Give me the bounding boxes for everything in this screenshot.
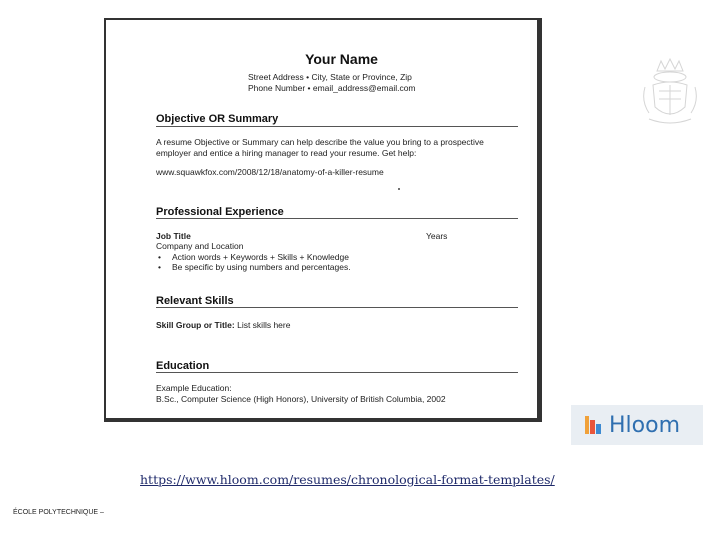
stray-mark (398, 188, 400, 190)
crest-watermark-icon (639, 57, 701, 129)
company-location: Company and Location (156, 241, 244, 251)
education-heading: Education (156, 360, 210, 372)
section-divider (156, 307, 518, 308)
section-divider (156, 126, 518, 127)
section-divider (156, 218, 518, 219)
objective-link: www.squawkfox.com/2008/12/18/anatomy-of-a-killer-resume (156, 167, 384, 177)
experience-heading: Professional Experience (156, 206, 284, 218)
resume-template-image (104, 18, 542, 422)
skills-line: Skill Group or Title: List skills here (156, 320, 291, 330)
source-link[interactable]: https://www.hloom.com/resumes/chronological-format-templates/ (140, 472, 555, 487)
section-divider (156, 372, 518, 373)
objective-heading: Objective OR Summary (156, 113, 279, 125)
education-text-2: B.Sc., Computer Science (High Honors), University of British Columbia, 2002 (156, 394, 446, 404)
footer-text: ÉCOLE POLYTECHNIQUE – (13, 509, 104, 516)
job-years: Years (426, 231, 448, 241)
job-title: Job Title (156, 231, 191, 241)
resume-name: Your Name (305, 51, 378, 67)
resume-phone-email: Phone Number • email_address@email.com (248, 83, 416, 93)
hloom-logo-icon (585, 414, 603, 436)
hloom-logo (571, 405, 703, 445)
education-text-1: Example Education: (156, 383, 232, 393)
experience-bullet: • Action words + Keywords + Skills + Knowledge (158, 252, 349, 262)
experience-bullet: • Be specific by using numbers and percentages. (158, 262, 351, 272)
resume-address: Street Address • City, State or Province, Zip (248, 72, 412, 82)
hloom-logo-text: Hloom (609, 412, 681, 438)
skills-heading: Relevant Skills (156, 295, 234, 307)
objective-text-2: employer and entice a hiring manager to read your resume. Get help: (156, 148, 417, 158)
objective-text-1: A resume Objective or Summary can help describe the value you bring to a prospective (156, 137, 484, 147)
